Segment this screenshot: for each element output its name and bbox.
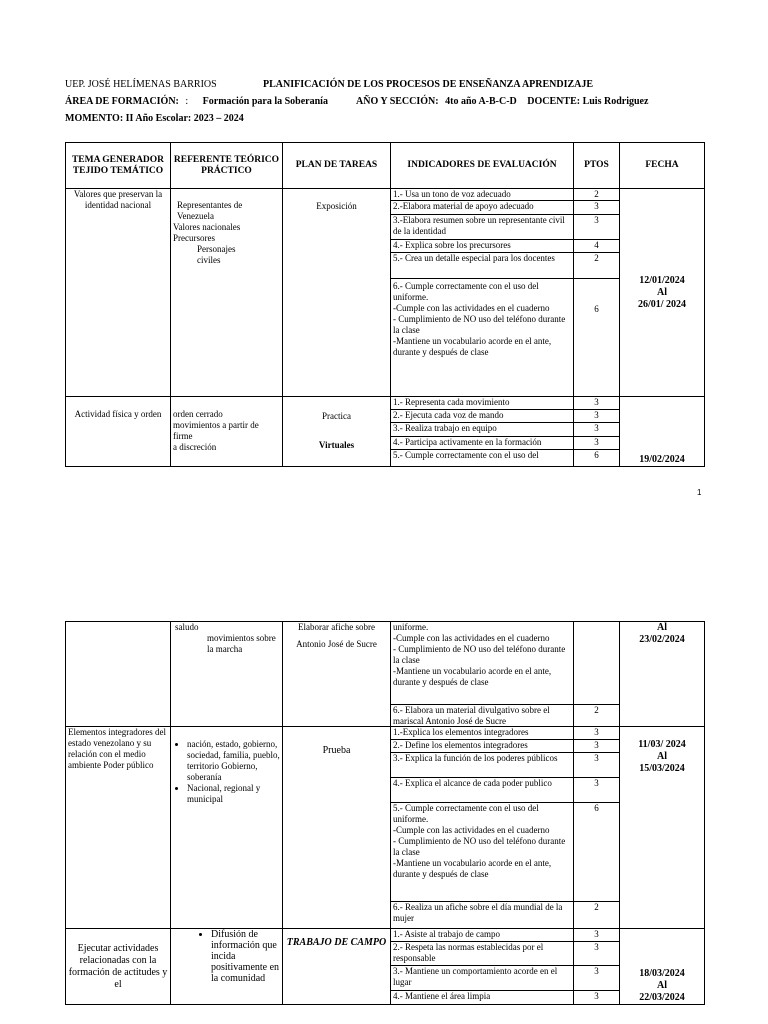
indicator: 4.- Mantiene el área limpia — [393, 991, 491, 1001]
referente-cell — [171, 397, 283, 467]
points: 3 — [594, 991, 599, 1001]
date-cell — [620, 397, 705, 467]
referente-cell — [171, 727, 283, 929]
points: 3 — [574, 727, 619, 740]
date-cell — [620, 727, 705, 929]
plan-cell — [283, 189, 391, 397]
indicator: 3.- Explica la función de los poderes públicos — [391, 753, 573, 778]
date-al: Al — [657, 751, 667, 762]
date-text: 19/02/2024 — [639, 454, 685, 465]
planning-table-page2 — [65, 621, 705, 1005]
referente-cell — [171, 622, 283, 727]
ref-item: saludo — [175, 622, 199, 632]
indicator: 6.- Elabora un material divulgativo sobre el mariscal Antonio José de Sucre — [393, 705, 550, 726]
tema-text: Actividad física y orden — [74, 409, 162, 419]
indicator: 3.-Elabora resumen sobre un representante civil de la identidad — [391, 215, 573, 240]
header-area — [65, 96, 328, 107]
indicator: 4.- Explica el alcance de cada poder publico — [391, 778, 573, 803]
plan-text: Practica — [322, 411, 351, 421]
table-header-row — [66, 143, 705, 189]
area-value: Formación para la Soberanía — [202, 96, 328, 107]
date-cell — [620, 189, 705, 397]
header-title: PLANIFICACIÓN DE LOS PROCESOS DE ENSEÑANZA APRENDIZAJE — [263, 79, 594, 90]
points: 3 — [574, 410, 619, 423]
points-cell — [574, 622, 620, 727]
plan-text: Antonio José de Sucre — [296, 639, 377, 649]
points: 3 — [574, 423, 619, 437]
ref-item: movimientos a partir de firme — [173, 420, 259, 441]
area-label: ÁREA DE FORMACIÓN: — [65, 96, 179, 107]
plan-text: Elaborar afiche sobre — [298, 622, 375, 632]
header-section — [356, 96, 648, 107]
indicators-cell — [391, 622, 574, 727]
ref-item: Valores nacionales — [173, 222, 241, 232]
ref-item: movimientos sobre la marcha — [207, 633, 276, 654]
points-cell — [574, 189, 620, 397]
points — [574, 622, 619, 705]
points: 2 — [594, 705, 599, 715]
school-name: UEP. JOSÉ HELÍMENAS BARRIOS — [65, 79, 217, 90]
plan-text: Prueba — [322, 745, 351, 756]
referente-cell — [171, 929, 283, 1005]
indicator: 2.- Define los elementos integradores — [391, 740, 573, 753]
indicators-cell — [391, 189, 574, 397]
plan-cell — [283, 397, 391, 467]
table-row — [66, 189, 705, 397]
table-row — [66, 727, 705, 929]
date-al: Al — [657, 622, 667, 633]
date-cell — [620, 929, 705, 1005]
ref-list — [173, 929, 280, 984]
section-label: AÑO Y SECCIÓN: — [356, 96, 439, 107]
indicator: 1.- Usa un tono de voz adecuado — [391, 189, 573, 201]
tema-cell — [66, 397, 171, 467]
col-fecha: FECHA — [620, 143, 705, 189]
col-ptos: PTOS — [574, 143, 620, 189]
points-cell — [574, 929, 620, 1005]
table-row — [66, 929, 705, 1005]
points: 6 — [594, 450, 599, 460]
header-moment: MOMENTO: II Año Escolar: 2023 – 2024 — [65, 113, 244, 124]
date-to: 22/03/2024 — [639, 992, 685, 1003]
indicator: 4.- Participa activamente en la formación — [391, 437, 573, 450]
indicator: 5.- Cumple correctamente con el uso del uniforme. -Cumple con las actividades en el cuaderno - Cumplimiento de NO uso del teléfono durante la clase -Mantiene un vocabulario acorde en el ante, durante y después de clase — [391, 803, 573, 902]
indicators-cell — [391, 727, 574, 929]
indicator: 6.- Cumple correctamente con el uso del uniforme. -Cumple con las actividades en el cuaderno - Cumplimiento de NO uso del teléfono durante la clase -Mantiene un vocabulario acorde en el ante, durante y después de clase — [393, 281, 566, 357]
points: 3 — [574, 942, 619, 966]
points: 3 — [574, 966, 619, 991]
indicator: 1.-Explica los elementos integradores — [391, 727, 573, 740]
list-item: • nación, estado, gobierno, sociedad, familia, pueblo, territorio Gobierno, soberanía — [187, 739, 280, 783]
points: 2 — [594, 902, 599, 912]
indicator: 1.- Asiste al trabajo de campo — [391, 929, 573, 942]
plan-cell — [283, 727, 391, 929]
points-cell — [574, 727, 620, 929]
points-cell — [574, 397, 620, 467]
indicator: 2.- Respeta las normas establecidas por el responsable — [391, 942, 573, 966]
plan-cell: TRABAJO DE CAMPO — [283, 929, 391, 1005]
teacher-label: DOCENTE: — [527, 96, 581, 107]
indicator: 3.- Mantiene un comportamiento acorde en el lugar — [391, 966, 573, 991]
points: 6 — [574, 803, 619, 902]
points: 3 — [574, 778, 619, 803]
date-to: 15/03/2024 — [639, 763, 685, 774]
ref-item: orden cerrado — [173, 409, 223, 419]
date-to: 23/02/2024 — [639, 634, 685, 645]
list-item: • Nacional, regional y municipal — [187, 783, 280, 805]
points: 3 — [574, 397, 619, 410]
indicator: 5.- Cumple correctamente con el uso del — [393, 450, 539, 460]
points: 3 — [574, 437, 619, 450]
points: 3 — [574, 201, 619, 215]
tema-cell: Valores que preservan la identidad nacional — [66, 189, 171, 397]
indicator: 2.-Elabora material de apoyo adecuado — [391, 201, 573, 215]
date-to: 26/01/ 2024 — [637, 298, 687, 310]
col-tema: TEMA GENERADOR TEJIDO TEMÁTICO — [66, 143, 171, 189]
ref-item: Precursores — [173, 233, 215, 243]
header-school — [65, 79, 217, 90]
date-from: 18/03/2024 — [639, 968, 685, 979]
area-sep: : — [185, 96, 189, 107]
points: 4 — [574, 240, 619, 253]
indicator: 4.- Explica sobre los precursores — [391, 240, 573, 253]
indicator: 5.- Crea un detalle especial para los docentes — [391, 253, 573, 279]
indicator: 3.- Realiza trabajo en equipo — [391, 423, 573, 437]
date-from: 11/03/ 2024 — [638, 739, 686, 750]
indicator: 6.- Realiza un afiche sobre el día mundial de la mujer — [393, 902, 563, 923]
points: 3 — [574, 740, 619, 753]
tema-cell: Ejecutar actividades relacionadas con la formación de actitudes y el — [66, 929, 171, 1005]
col-referente: REFERENTE TEÓRICO PRÁCTICO — [171, 143, 283, 189]
ref-item: Personajes civiles — [197, 244, 236, 265]
points: 2 — [574, 253, 619, 279]
plan-text: Virtuales — [318, 440, 355, 450]
ref-item: Representantes de Venezuela — [177, 200, 243, 221]
points: 6 — [594, 304, 599, 314]
ref-list — [173, 739, 280, 805]
date-al: Al — [657, 980, 667, 991]
indicator: 1.- Representa cada movimiento — [391, 397, 573, 410]
date-from: 12/01/2024 — [639, 274, 685, 286]
points: 2 — [574, 189, 619, 201]
points: 3 — [574, 753, 619, 778]
indicators-cell — [391, 397, 574, 467]
tema-cell: Elementos integradores del estado venezolano y su relación con el medio ambiente Poder público — [66, 727, 171, 929]
table-row — [66, 397, 705, 467]
list-item: • Difusión de información que incida positivamente en la comunidad — [211, 929, 280, 984]
points: 3 — [574, 929, 619, 942]
tema-cell — [66, 622, 171, 727]
section-value: 4to año A-B-C-D — [445, 96, 517, 107]
col-indicadores: INDICADORES DE EVALUACIÓN — [391, 143, 574, 189]
col-plan: PLAN DE TAREAS — [283, 143, 391, 189]
ref-item: a discreción — [173, 442, 217, 452]
table-row — [66, 622, 705, 727]
indicators-cell — [391, 929, 574, 1005]
page-number: 1 — [697, 488, 702, 497]
plan-text: Exposición — [316, 201, 357, 211]
date-al: Al — [657, 286, 667, 298]
referente-cell — [171, 189, 283, 397]
points: 3 — [574, 215, 619, 240]
plan-cell — [283, 622, 391, 727]
indicator: 2.- Ejecuta cada voz de mando — [391, 410, 573, 423]
date-cell — [620, 622, 705, 727]
indicator: uniforme. -Cumple con las actividades en el cuaderno - Cumplimiento de NO uso del teléfono durante la clase -Mantiene un vocabulario acorde en el ante, durante y después de clase — [391, 622, 573, 705]
planning-table-page1 — [65, 142, 705, 467]
teacher-value: Luis Rodriguez — [582, 96, 649, 107]
